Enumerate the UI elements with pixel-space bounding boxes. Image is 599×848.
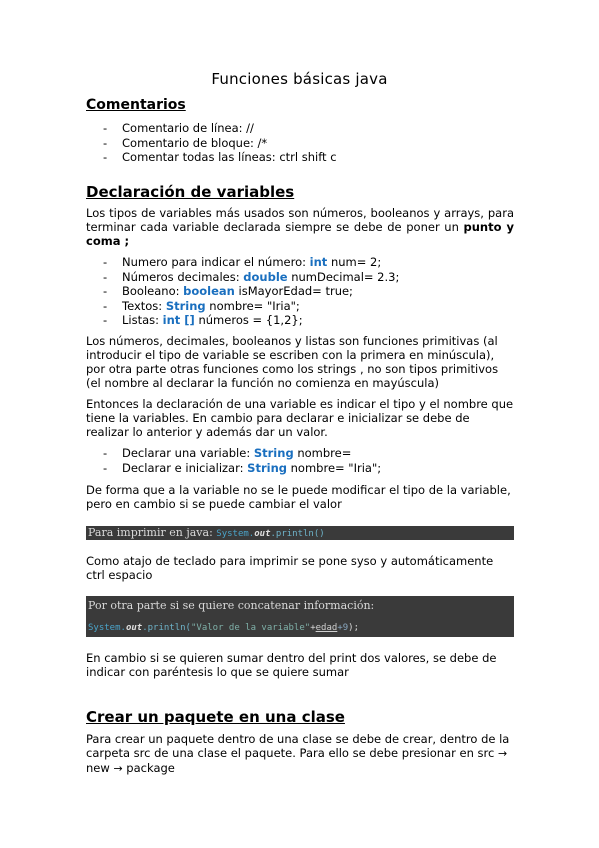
list-item: - Listas: int [] números = {1,2}; (103, 313, 303, 327)
paragraph-declaracion: Entonces la declaración de una variable es indicar el tipo y el nombre que tiene la variables. En cambio para declarar e inicializar se debe de realizar lo anterior y además dar un valor. (86, 397, 514, 439)
list-item: - Números decimales: double numDecimal= 2.3; (103, 269, 400, 284)
heading-comentarios: Comentarios (86, 97, 186, 113)
list-item: - Textos: String nombre= "Iria"; (103, 298, 300, 313)
list-item: - Declarar e inicializar: String nombre= "Iria"; (103, 460, 382, 475)
list-item: - Booleano: boolean isMayorEdad= true; (103, 284, 353, 298)
heading-declaracion: Declaración de variables (86, 183, 295, 201)
paragraph-primitivos: Los números, decimales, booleanos y listas son funciones primitivas (al introducir el tipo de variable se escriben con la primera en minúscula), por otra parte otras funciones como los strings , no son tipos primitivos (el nombre al declarar la función no comienza en mayúscula) (86, 334, 499, 390)
list-item: - Comentario de línea: // (103, 121, 254, 135)
code-block-print: Para imprimir en java: System.out.println() (86, 526, 514, 540)
paragraph-sumar: En cambio si se quieren sumar dentro del print dos valores, se debe de indicar con paréntesis lo que se quiere sumar (86, 651, 497, 679)
list-item: - Declarar una variable: String nombre= (103, 446, 352, 460)
variable-types-list (86, 255, 516, 328)
paragraph-tipo: De forma que a la variable no se le puede modificar el tipo de la variable, pero en cambio si se puede cambiar el valor (86, 483, 511, 511)
code-block-concat: Por otra parte si se quiere concatenar información: System.out.println("Valor de la variable"+edad+9); (86, 596, 514, 637)
list-item: - Numero para indicar el número: int num= 2; (103, 255, 382, 269)
comments-list (86, 121, 516, 165)
paragraph-intro: Los tipos de variables más usados son números, booleanos y arrays, para terminar cada variable declarada siempre se debe de poner un punto y coma ; (86, 206, 514, 248)
list-item: - Comentario de bloque: /* (103, 135, 268, 150)
heading-paquete: Crear un paquete en una clase (86, 708, 345, 726)
page-title: Funciones básicas java (211, 70, 388, 88)
paragraph-syso: Como atajo de teclado para imprimir se pone syso y automáticamente ctrl espacio (86, 554, 494, 582)
paragraph-paquete: Para crear un paquete dentro de una clase se debe de crear, dentro de la carpeta src de una clase el paquete. Para ello se debe presionar en src → new → package (86, 732, 510, 775)
list-item: - Comentar todas las líneas: ctrl shift c (103, 150, 337, 164)
declare-list (86, 446, 516, 475)
